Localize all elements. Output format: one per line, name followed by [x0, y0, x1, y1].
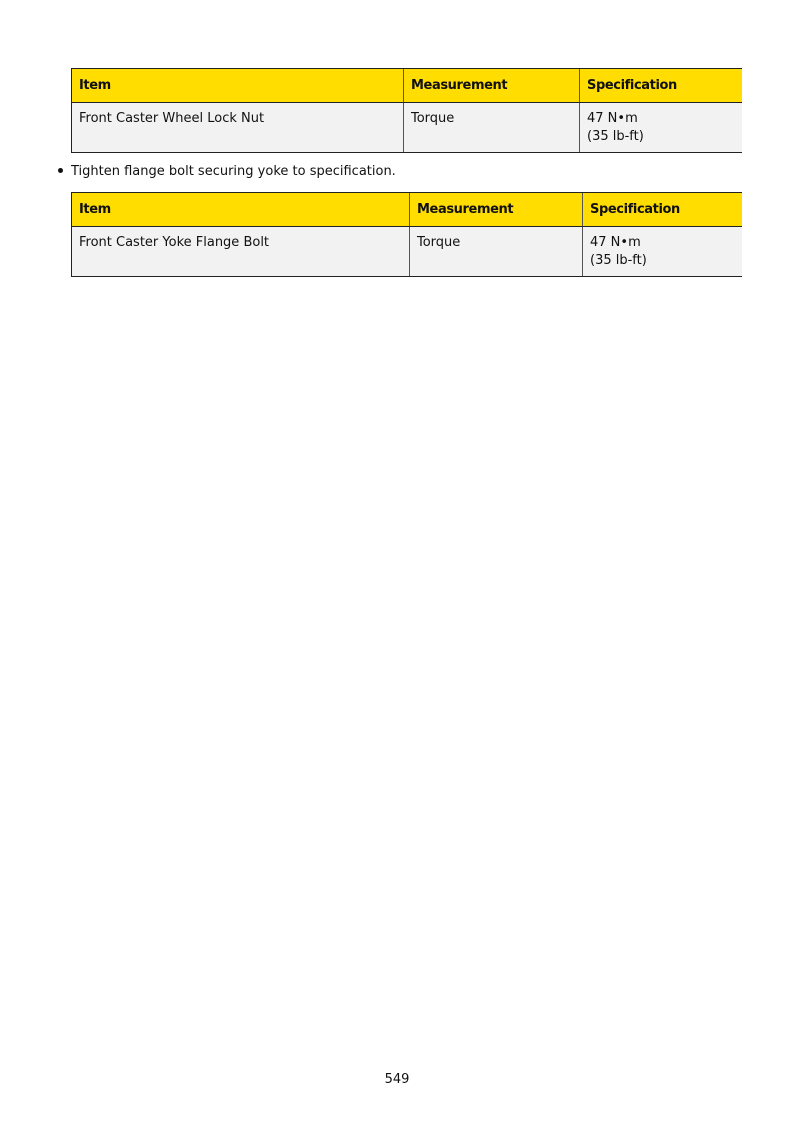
item-cell: Front Caster Yoke Flange Bolt: [72, 227, 410, 277]
specification-cell: [583, 227, 742, 277]
column-header-measurement: Measurement: [410, 193, 583, 227]
torque-spec-table-wheel-lock-nut: [71, 68, 742, 153]
measurement-cell: Torque: [404, 103, 580, 153]
spec-imperial: (35 lb-ft): [587, 129, 644, 144]
item-cell: Front Caster Wheel Lock Nut: [72, 103, 404, 153]
spec-metric: 47 N•m: [587, 111, 638, 126]
torque-spec-table-yoke-flange-bolt: [71, 192, 742, 277]
table-row: [72, 227, 742, 277]
bullet-icon: [58, 168, 63, 173]
specification-cell: [580, 103, 742, 153]
page-number: 549: [384, 1072, 410, 1087]
column-header-specification: Specification: [583, 193, 742, 227]
spec-imperial: (35 lb-ft): [590, 253, 647, 268]
column-header-item: Item: [72, 193, 410, 227]
column-header-specification: Specification: [580, 69, 742, 103]
column-header-measurement: Measurement: [404, 69, 580, 103]
column-header-item: Item: [72, 69, 404, 103]
measurement-cell: Torque: [410, 227, 583, 277]
table-header-row: [72, 193, 742, 227]
table-row: [72, 103, 742, 153]
table-header-row: [72, 69, 742, 103]
instruction-text: Tighten flange bolt securing yoke to specification.: [71, 164, 396, 179]
spec-metric: 47 N•m: [590, 235, 641, 250]
instruction-bullet: [58, 164, 396, 179]
